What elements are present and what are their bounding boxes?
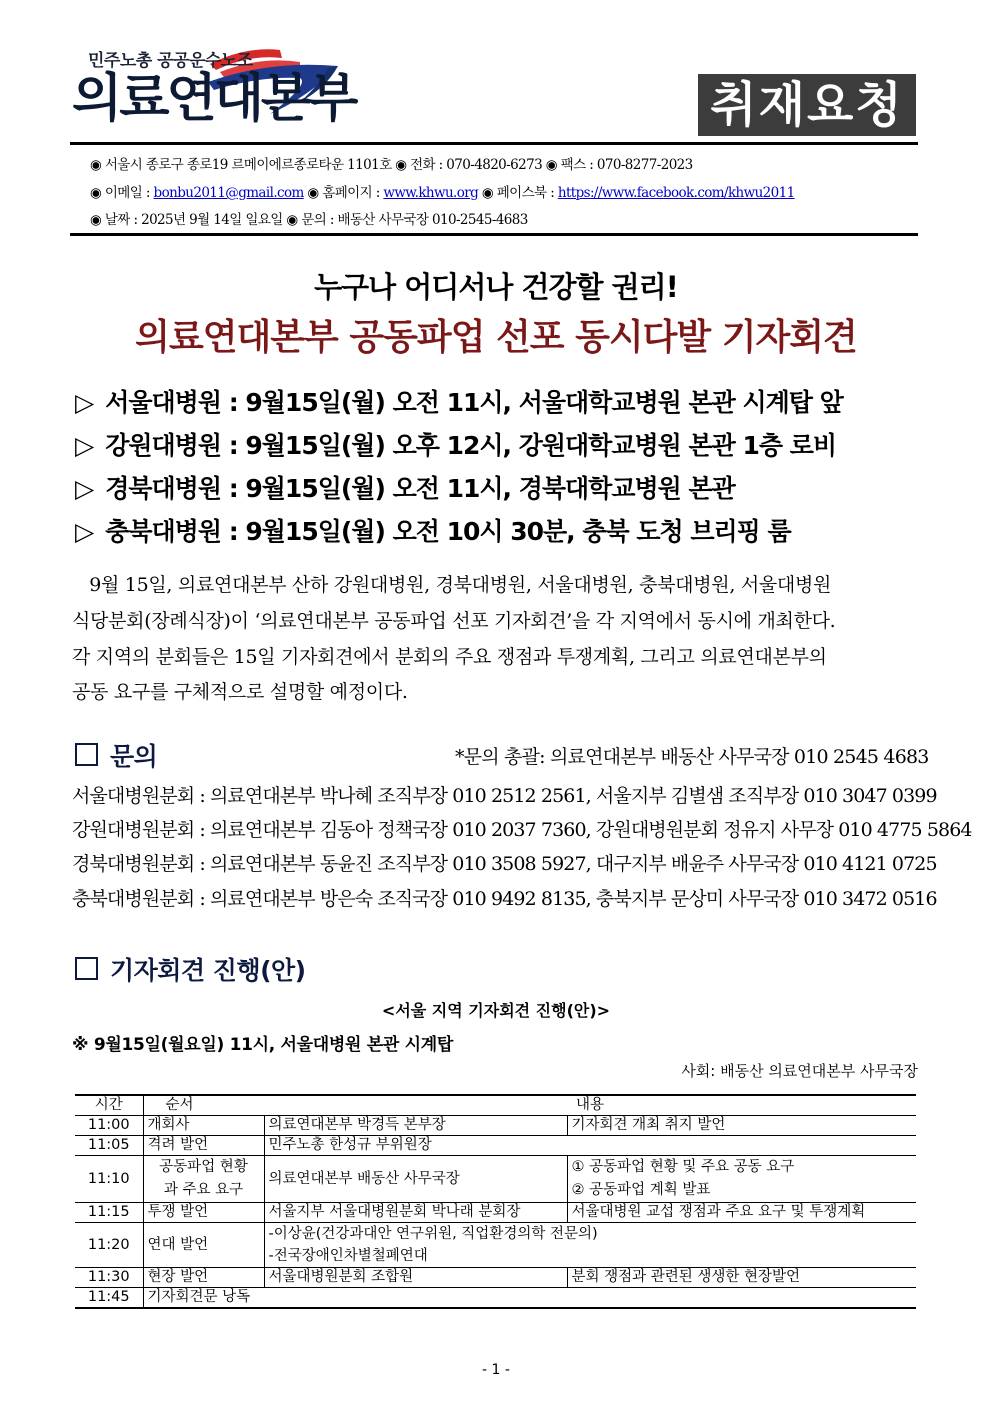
program-subtitle: <서울 지역 기자회견 진행(안)> (381, 1001, 611, 1020)
program-table (75, 1094, 916, 1309)
table-row: 11:15 투쟁 발언 서울지부 서울대병원분회 박나래 분회장 서울대병원 교섭 쟁점과 주요 요구 및 투쟁계획 (75, 1203, 916, 1223)
body-line-2: 식당분회(장례식장)이 ‘의료연대본부 공동파업 선포 기자회견’을 각 지역에서 동시에 개최한다. (72, 610, 836, 632)
homepage-label: ◉ 홈페이지 : (303, 185, 384, 201)
checkbox-icon (75, 743, 98, 766)
inquiry-total: *문의 총괄: 의료연대본부 배동산 사무국장 010 2545 4683 (455, 746, 929, 768)
header-divider-top (70, 142, 918, 145)
table-row: 11:00 개회사 의료연대본부 박경득 본부장 기자회견 개최 취지 발언 (75, 1116, 916, 1136)
contact-seoul: 서울대병원분회 : 의료연대본부 박나혜 조직부장 010 2512 2561, 서울지부 김별샘 조직부장 010 3047 0399 (72, 785, 937, 807)
address-line: ◉ 서울시 종로구 종로19 르메이에르종로타운 1101호 ◉ 전화 : 070-4820-6273 ◉ 팩스 : 070-8277-2023 (90, 157, 693, 173)
schedule-item-gyeongbuk: ▷ 경북대병원 : 9월15일(월) 오전 11시, 경북대학교병원 본관 (75, 474, 735, 503)
facebook-label: ◉ 페이스북 : (478, 185, 558, 201)
program-heading: 기자회견 진행(안) (75, 951, 306, 987)
col-content-header: 내용 (264, 1095, 916, 1116)
headline: 누구나 어디서나 건강할 권리! (314, 270, 678, 304)
email-label: ◉ 이메일 : (90, 185, 154, 201)
press-request-badge: 취재요청 (698, 74, 916, 136)
triangle-marker-icon: ▷ (75, 388, 94, 417)
program-mc: 사회: 배동산 의료연대본부 사무국장 (681, 1062, 918, 1080)
page-number: - 1 - (482, 1362, 510, 1378)
body-line-3: 각 지역의 분회들은 15일 기자회견에서 분회의 주요 쟁점과 투쟁계획, 그리고 의료연대본부의 (72, 646, 827, 668)
contact-gangwon: 강원대병원분회 : 의료연대본부 김동아 정책국장 010 2037 7360, 강원대병원분회 정유지 사무장 010 4775 5864 (72, 819, 972, 841)
table-row: 11:45 기자회견문 낭독 (75, 1288, 916, 1309)
table-row: 과 주요 요구 ② 공동파업 계획 발표 (75, 1179, 916, 1203)
table-row: 11:10 공동파업 현황 의료연대본부 배동산 사무국장 ① 공동파업 현황 및 주요 공동 요구 (75, 1156, 916, 1180)
table-row: 11:30 현장 발언 서울대병원분회 조합원 분회 쟁점과 관련된 생생한 현장발언 (75, 1268, 916, 1288)
schedule-item-gangwon: ▷ 강원대병원 : 9월15일(월) 오후 12시, 강원대학교병원 본관 1층 로비 (75, 431, 837, 460)
contact-links-line (90, 181, 795, 201)
schedule-item-seoul: ▷ 서울대병원 : 9월15일(월) 오전 11시, 서울대학교병원 본관 시계탑 앞 (75, 388, 843, 417)
date-contact-line: ◉ 날짜 : 2025년 9월 14일 일요일 ◉ 문의 : 배동산 사무국장 010-2545-4683 (90, 212, 528, 228)
inquiry-heading: 문의 (75, 737, 157, 773)
triangle-marker-icon: ▷ (75, 517, 94, 546)
program-note: ※ 9월15일(월요일) 11시, 서울대병원 본관 시계탑 (72, 1035, 454, 1055)
triangle-marker-icon: ▷ (75, 474, 94, 503)
homepage-link[interactable]: www.khwu.org (383, 185, 479, 201)
contact-chungbuk: 충북대병원분회 : 의료연대본부 방은숙 조직국장 010 9492 8135, 충북지부 문상미 사무국장 010 3472 0516 (72, 888, 937, 910)
table-row: -전국장애인차별철폐연대 (75, 1245, 916, 1268)
table-header-row (75, 1095, 916, 1116)
triangle-marker-icon: ▷ (75, 431, 94, 460)
facebook-link[interactable]: https://www.facebook.com/khwu2011 (557, 185, 795, 201)
body-line-1: 9월 15일, 의료연대본부 산하 강원대병원, 경북대병원, 서울대병원, 충북대병원, 서울대병원 (72, 574, 832, 596)
header-divider-bottom (70, 233, 918, 236)
contact-gyeongbuk: 경북대병원분회 : 의료연대본부 동윤진 조직부장 010 3508 5927, 대구지부 배윤주 사무국장 010 4121 0725 (72, 853, 937, 875)
col-time-header: 시간 (75, 1095, 143, 1116)
body-line-4: 공동 요구를 구체적으로 설명할 예정이다. (72, 681, 408, 703)
table-row: 11:20 연대 발언 -이상윤(건강과대안 연구위원, 직업환경의학 전문의) (75, 1223, 916, 1246)
col-order-header: 순서 (143, 1095, 264, 1116)
checkbox-icon (75, 957, 98, 980)
logo-title: 의료연대본부 (72, 69, 356, 129)
logo-subtitle: 민주노총 공공운수노조 (88, 51, 253, 71)
main-title: 의료연대본부 공동파업 선포 동시다발 기자회견 (135, 317, 857, 358)
schedule-item-chungbuk: ▷ 충북대병원 : 9월15일(월) 오전 10시 30분, 충북 도청 브리핑 룸 (75, 517, 791, 546)
table-row: 11:05 격려 발언 민주노총 한성규 부위원장 (75, 1136, 916, 1156)
email-link[interactable]: bonbu2011@gmail.com (153, 185, 304, 201)
